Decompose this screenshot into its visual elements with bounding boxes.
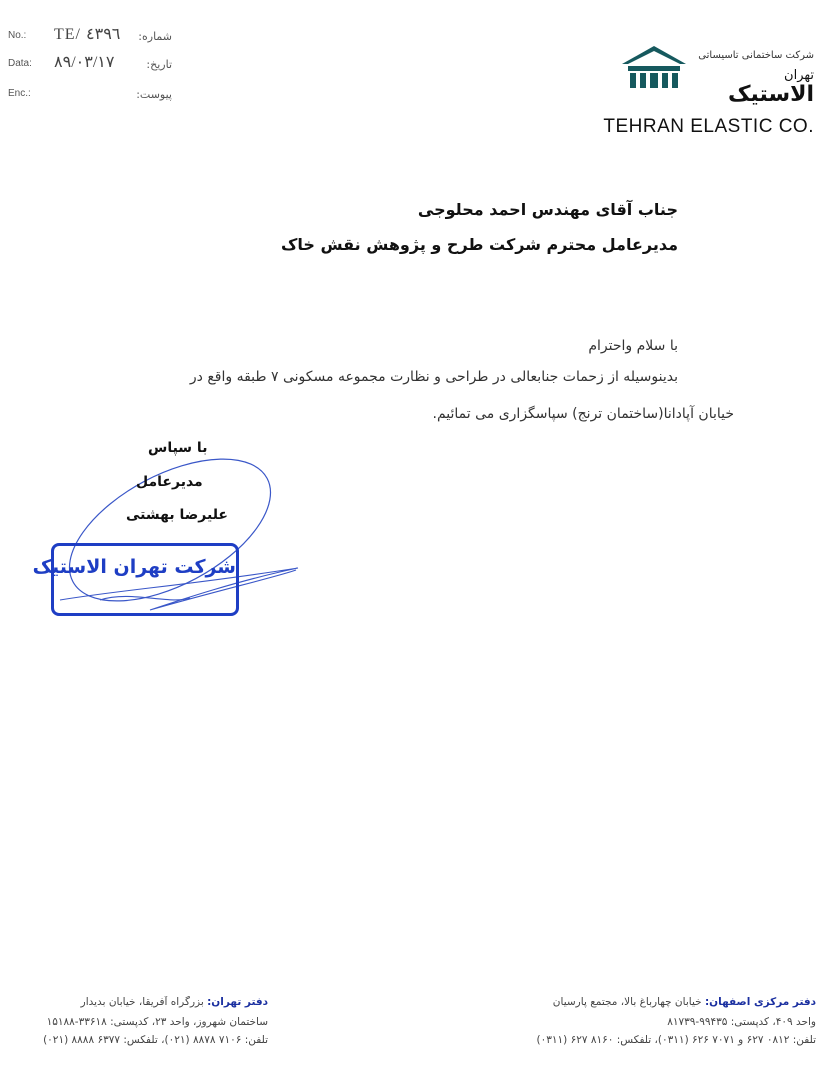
isfahan-address-line-2: واحد ۴۰۹، کدپستی: ۹۹۴۳۵-۸۱۷۳۹	[667, 1016, 816, 1028]
tehran-phone-line: تلفن: ۷۱۰۶ ۸۸۷۸ (۰۲۱)، تلفکس: ۶۳۷۷ ۸۸۸۸ (۰۲۱)	[43, 1034, 268, 1046]
tehran-address-line-2: ساختمان شهروز، واحد ۲۳، کدپستی: ۳۳۶۱۸-۱۵۱۸۸	[46, 1016, 268, 1028]
signer-title: مدیرعامل	[136, 474, 203, 490]
stamp-text: شرکت تهران الاستیک	[32, 556, 236, 578]
tehran-address-line-1: بزرگراه آفریقا، خیابان بدیدار	[80, 996, 204, 1008]
company-stamp	[32, 543, 239, 616]
addressee-line-2: مدیرعامل محترم شرکت طرح و پژوهش نقش خاک	[281, 235, 678, 254]
letter-enclosure-row	[8, 82, 178, 104]
building-logo-icon	[622, 46, 686, 88]
letter-date-value: ۸۹/۰۳/۱۷	[54, 54, 115, 71]
company-name-fa: الاستیک	[727, 82, 814, 107]
number-label-fa: شماره:	[138, 30, 172, 43]
closing-text: با سپاس	[148, 440, 208, 456]
addressee-line-1: جناب آقای مهندس احمد محلوجی	[417, 200, 678, 219]
letter-date-row	[8, 52, 178, 74]
company-type: شرکت ساختمانی تاسیساتی	[698, 50, 814, 61]
footer-isfahan-office	[460, 996, 816, 1056]
letter-number-row	[8, 24, 178, 46]
enclosure-label-fa: پیوست:	[136, 88, 172, 101]
date-label-fa: تاریخ:	[146, 58, 172, 71]
number-label-en: No.:	[8, 30, 27, 41]
isfahan-phone-line: تلفن: ۰۸۱۲ ۶۲۷ و ۷۰۷۱ ۶۲۶ (۰۳۱۱)، تلفکس: ۸۱۶۰ ۶۲۷ (۰۳۱۱)	[536, 1034, 816, 1046]
date-label-en: Data:	[8, 58, 32, 69]
greeting: با سلام واحترام	[588, 338, 678, 354]
body-line-1: بدینوسیله از زحمات جنابعالی در طراحی و نظارت مجموعه مسکونی ۷ طبقه واقع در	[189, 369, 678, 385]
isfahan-office-heading: دفتر مرکزی اصفهان:	[704, 996, 816, 1008]
tehran-office-heading: دفتر تهران:	[207, 996, 268, 1008]
letter-number-value: TE/ ٤٣٩٦	[54, 26, 121, 43]
body-line-2: خیابان آپادانا(ساختمان ترنج) سپاسگزاری می تمائیم.	[432, 406, 734, 422]
isfahan-address-line-1: خیابان چهارباغ بالا، مجتمع پارسیان	[552, 996, 702, 1008]
enclosure-label-en: Enc.:	[8, 88, 31, 99]
company-logo	[596, 20, 826, 137]
signer-name: علیرضا بهشتی	[126, 507, 228, 523]
footer-tehran-office	[0, 996, 268, 1056]
company-city: تهران	[784, 68, 814, 83]
company-name-en: TEHRAN ELASTIC CO.	[603, 116, 814, 137]
